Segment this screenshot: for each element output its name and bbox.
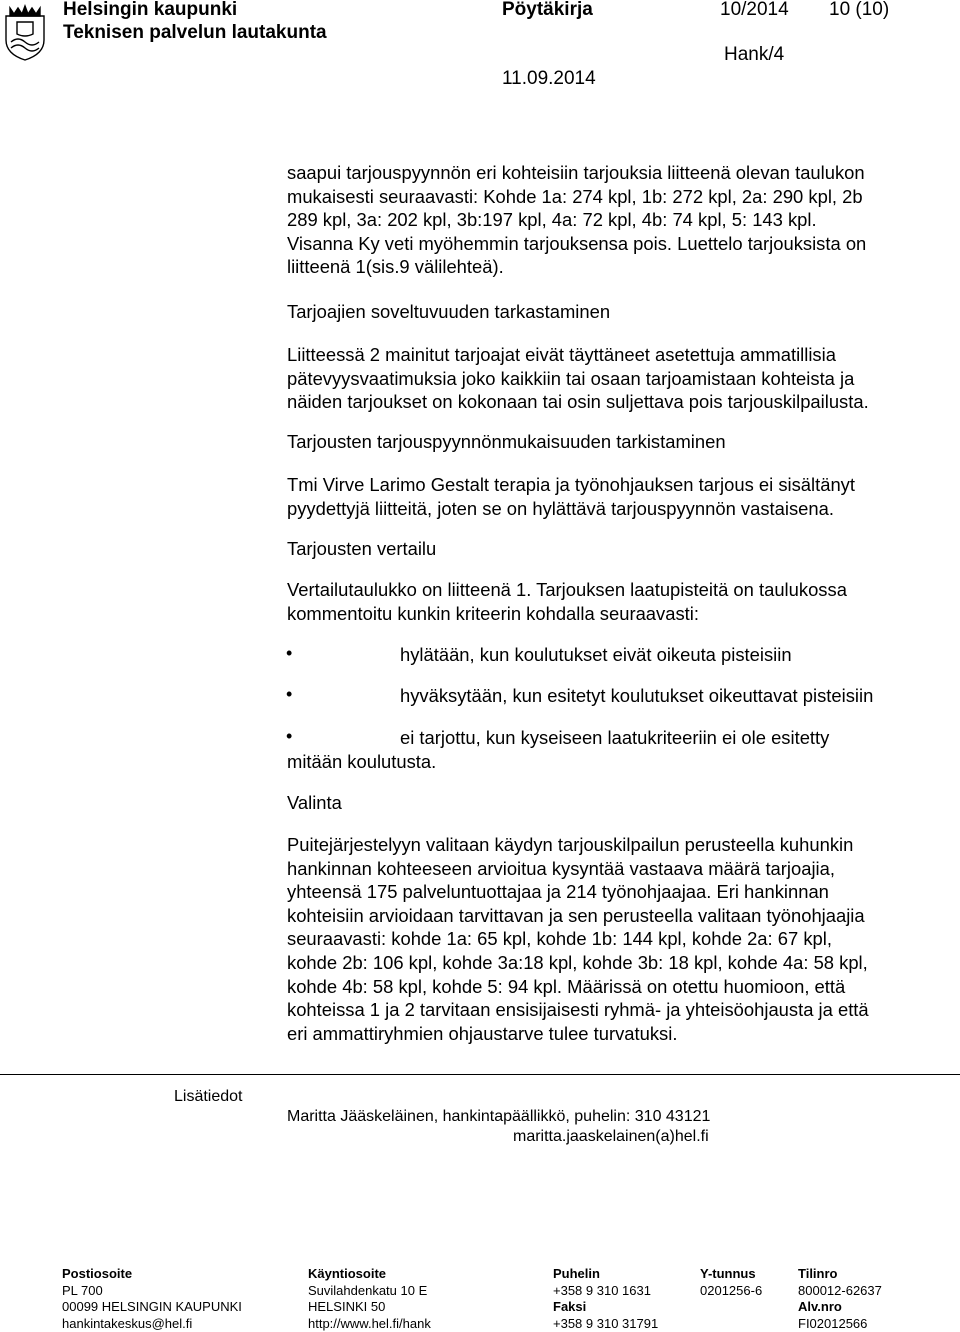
bullet-accepted: hyväksytään, kun esitetyt koulutukset oikeuttavat pisteisiin — [400, 685, 874, 706]
suitability-paragraph: Liitteessä 2 mainitut tarjoajat eivät täyttäneet asetettuja ammatillisia pätevyysvaatimuksia joko kaikkiin tai osaan tarjoamistaan kohteista ja näiden tarjoukset on kokonaan tai osin suljettava pois tarjouskilpailusta. — [287, 344, 869, 413]
section-divider — [0, 1074, 960, 1075]
helsinki-crest-logo — [0, 0, 50, 62]
bullet-not-offered: ei tarjottu, kun kyseiseen laatukriteeriin ei ole esitetty — [400, 727, 830, 748]
intro-paragraph: saapui tarjouspyynnön eri kohteisiin tarjouksia liitteenä olevan taulukon mukaisesti seuraavasti: Kohde 1a: 274 kpl, 1b: 272 kpl, 2a: 290 kpl, 2b 289 kpl, 3a: 202 kpl, 3b:197 kpl, 4a: 72 kpl, 4b: 74 kpl, 5: 143 kpl. Visanna Ky veti myöhemmin tarjouksensa pois. Luettelo tarjouksista on liitteenä 1(sis.9 välilehteä). — [287, 162, 867, 278]
board-name: Teknisen palvelun lautakunta — [63, 22, 327, 43]
footer-account-title: Tilinro — [798, 1266, 838, 1281]
comparison-paragraph: Vertailutaulukko on liitteenä 1. Tarjouksen laatupisteitä on taulukossa kommentoitu kunkin kriteerin kohdalla seuraavasti: — [287, 579, 847, 624]
doc-number: 10/2014 — [720, 0, 789, 20]
heading-conformity: Tarjousten tarjouspyynnönmukaisuuden tarkistaminen — [287, 431, 726, 452]
info-label: Lisätiedot — [174, 1088, 243, 1105]
contact-email: maritta.jaaskelainen(a)hel.fi — [513, 1128, 709, 1145]
conformity-paragraph: Tmi Virve Larimo Gestalt terapia ja työnohjauksen tarjous ei sisältänyt pyydettyjä liitteitä, joten se on hylättävä tarjouspyynnön vastaisena. — [287, 474, 855, 519]
heading-selection: Valinta — [287, 792, 342, 813]
bullet-rejected: hylätään, kun koulutukset eivät oikeuta pisteisiin — [400, 644, 792, 665]
bullet-marker: • — [286, 726, 293, 746]
bullet-marker: • — [286, 643, 293, 663]
meeting-date: 11.09.2014 — [502, 68, 596, 89]
footer-visiting-title: Käyntiosoite — [308, 1266, 387, 1281]
org-name: Helsingin kaupunki — [63, 0, 238, 20]
heading-suitability: Tarjoajien soveltuvuuden tarkastaminen — [287, 301, 611, 322]
footer-postal-title: Postiosoite — [62, 1266, 133, 1281]
section-number: Hank/4 — [724, 44, 785, 65]
footer-visiting-address: Käyntiosoite Suvilahdenkatu 10 E HELSINKI 50 http://www.hel.fi/hank — [308, 1266, 431, 1331]
footer-phone: Puhelin +358 9 310 1631 Faksi +358 9 310 31791 — [553, 1266, 659, 1331]
bullet-marker: • — [286, 684, 293, 704]
footer-businessid-title: Y-tunnus — [700, 1266, 756, 1281]
contact-person: Maritta Jääskeläinen, hankintapäällikkö, puhelin: 310 43121 — [287, 1108, 711, 1125]
heading-comparison: Tarjousten vertailu — [287, 538, 437, 559]
bullet-continuation: mitään koulutusta. — [287, 751, 437, 772]
selection-paragraph: Puitejärjestelyyn valitaan käydyn tarjouskilpailun perusteella kuhunkin hankinnan kohteeseen arvioitua kysyntää vastaava määrä tarjoajia, yhteensä 175 palveluntuottajaa ja 214 työnohjaajaa. Eri hankinnan kohteisiin arvioidaan tarvittavan ja sen perusteella valitaan työnohjaajia seuraavasti: kohde 1a: 65 kpl, kohde 1b: 144 kpl, kohde 2a: 67 kpl, kohde 2b: 106 kpl, kohde 3a:18 kpl, kohde 3b: 18 kpl, kohde 4a: 58 kpl, kohde 4b: 58 kpl, kohde 5: 94 kpl. Määrissä on otettu huomioon, että kohteissa 1 ja 2 tarvitaan ensisijaisesti ryhmä- ja yhteisöohjausta ja että eri ammattiryhmien ohjaustarve tulee turvatuksi. — [287, 834, 869, 1044]
footer-postal-address: Postiosoite PL 700 00099 HELSINGIN KAUPUNKI hankintakeskus@hel.fi — [62, 1266, 242, 1331]
footer-phone-title: Puhelin — [553, 1266, 600, 1281]
page-number: 10 (10) — [829, 0, 890, 20]
footer-account: Tilinro 800012-62637 Alv.nro FI02012566 — [798, 1266, 882, 1331]
footer-business-id: Y-tunnus 0201256-6 — [700, 1266, 763, 1298]
doc-type: Pöytäkirja — [502, 0, 593, 20]
